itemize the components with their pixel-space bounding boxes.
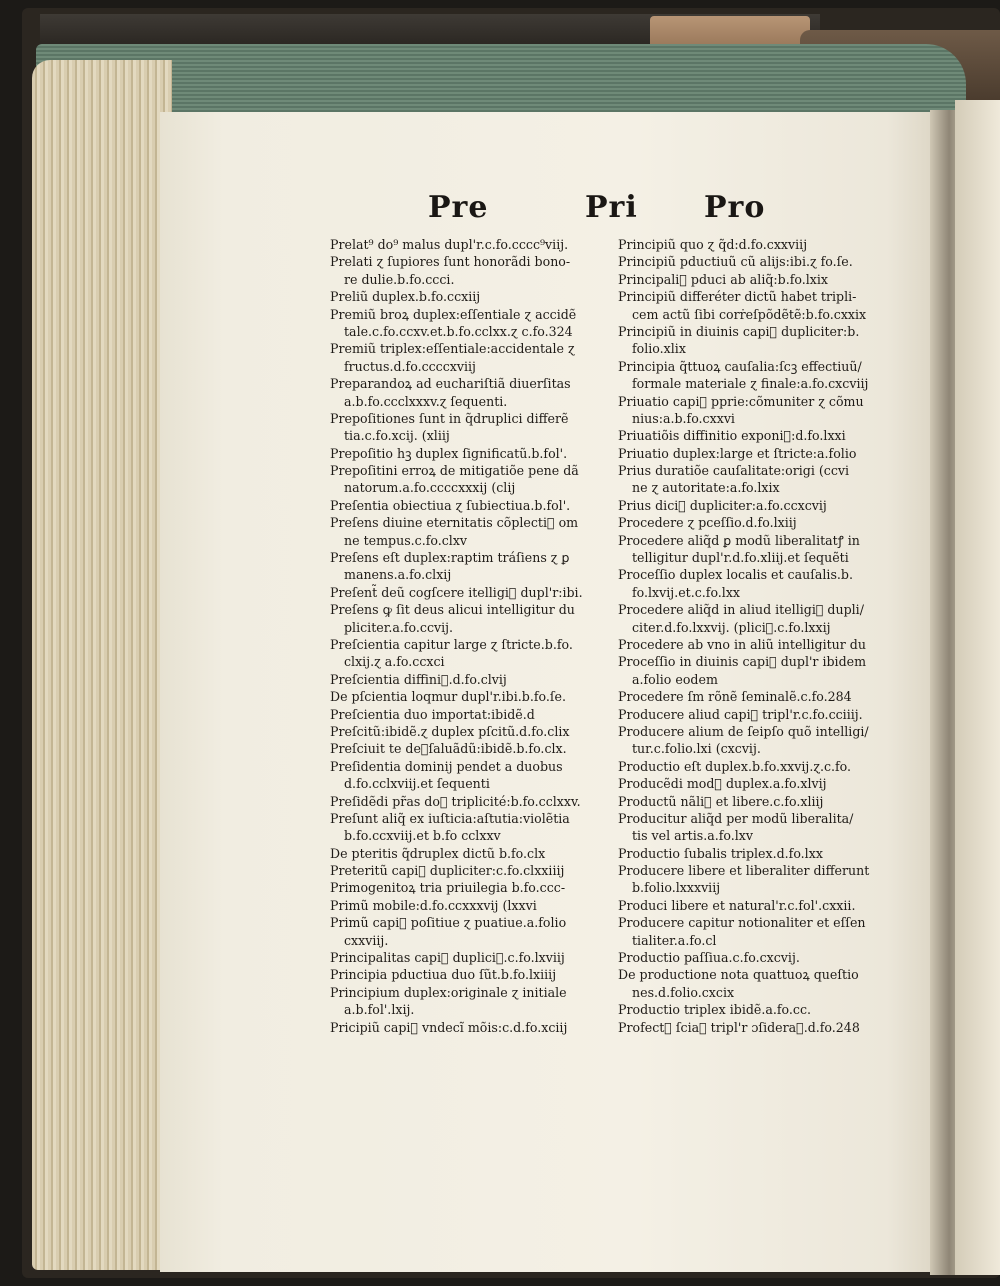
index-entry: Principium duplex:originale ɀ initiale	[330, 984, 567, 1000]
index-entry: tialiter.a.fo.cl	[632, 932, 717, 948]
index-entry: Productio ſubalis triplex.d.fo.lxx	[618, 845, 823, 861]
index-entry: tale.c.fo.ccxv.et.b.fo.cclxx.ɀ c.fo.324	[344, 323, 573, 339]
index-entry: re dulie.b.fo.ccci.	[344, 271, 455, 287]
index-entry: Profectᷓ ſciaꝝ tripl'r ɔſideraᷓ.d.fo.248	[618, 1019, 860, 1035]
index-entry: Proceſſio in diuinis capiᷓ dupl'r ibidem	[618, 654, 867, 670]
index-entry: Priuatiõis diffinitio exponiᷓ:d.fo.lxxi	[618, 428, 846, 444]
index-entry: Procedere aliq̃d in aliud itelligiᷓ dupli/	[618, 602, 864, 618]
index-entry: Preſent̃ deũ cogſcere itelligiᷓ dupl'r:ibi.	[330, 584, 583, 600]
index-entry: Procedere aliq̃d ꝑ modũ liberalitatꝭ in	[618, 532, 860, 548]
index-entry: Proceſſio duplex localis et cauſalis.b.	[618, 567, 853, 583]
index-entry: Prepoſitio hꝫ duplex ſignificatũ.b.fol'.	[330, 445, 568, 461]
index-entry: b.fo.ccxviij.et b.fo cclxxv	[344, 828, 501, 844]
index-entry: Productio eſt duplex.b.fo.xxvij.ɀ.c.fo.	[618, 758, 852, 774]
running-head-pri: Pri	[585, 190, 638, 225]
index-entry: Prius duratiõe cauſalitate:origi (ccvi	[618, 463, 850, 479]
index-entry: cxxviij.	[344, 932, 389, 948]
index-entry: nes.d.folio.cxcix	[632, 984, 735, 1000]
page-edges-top	[36, 44, 966, 116]
index-entry: tis vel artis.a.fo.lxv	[632, 828, 754, 844]
index-entry: Producere alium de ſeipſo quõ intelligi/	[618, 723, 869, 739]
running-head-pre: Pre	[428, 190, 489, 225]
index-entry: Principia pductiua duo ſũt.b.fo.lxiiij	[330, 967, 557, 983]
index-entry: nius:a.b.fo.cxxvi	[632, 410, 735, 426]
page-edges-left	[32, 60, 172, 1270]
index-entry: Preparandoꝝ ad euchariſtiã diuerſitas	[330, 376, 571, 392]
index-entry: Priuatio duplex:large et ſtricte:a.folio	[618, 445, 857, 461]
index-entry: De pteritis q̃druplex dictũ b.fo.clx	[330, 845, 546, 861]
index-entry: Prepoſitini erroꝝ de mitigatiõe pene dã	[330, 463, 579, 479]
index-entry: b.folio.lxxxviij	[632, 880, 721, 896]
index-entry: cem actũ ſibi corṙeſpõdẽtẽ:b.fo.cxxix	[632, 306, 867, 322]
index-entry: Principalitas capiᷓ dupliciᷓ.c.fo.lxviij	[330, 950, 565, 966]
index-entry: Producere aliud capiᷓ tripl'r.c.fo.cciiij.	[618, 706, 863, 722]
index-entry: d.fo.cclxviij.et ſequenti	[344, 776, 490, 792]
index-entry: ne tempus.c.fo.clxv	[344, 532, 468, 548]
index-entry: pliciter.a.fo.ccvij.	[344, 619, 454, 635]
index-entry: Procedere ab vno in aliũ intelligitur du	[618, 636, 866, 652]
index-entry: tia.c.fo.xcij. (xliij	[344, 428, 450, 444]
index-entry: manens.a.fo.clxij	[344, 567, 452, 583]
index-entry: ne ɀ autoritate:a.fo.lxix	[632, 480, 780, 496]
index-entry: formale materiale ɀ finale:a.fo.cxcviij	[632, 376, 869, 392]
index-entry: Principiũ pductiuũ cũ alijs:ibi.ɀ fo.ſe.	[618, 254, 853, 270]
index-entry: telligitur dupl'r.d.fo.xliij.et ſequẽti	[632, 550, 849, 566]
running-head-pro: Pro	[704, 190, 766, 225]
index-entry: clxij.ɀ a.fo.ccxci	[344, 654, 445, 670]
index-entry: Producitur aliq̃d per modũ liberalita/	[618, 810, 854, 826]
index-entry: Preſcientia duo importat:ibidẽ.d	[330, 706, 535, 722]
index-entry: Principiũ differéter dictũ habet tripli-	[618, 289, 857, 305]
index-entry: Produci libere et natural'r.c.fol'.cxxii.	[618, 897, 856, 913]
index-entry: Prius diciᷓ dupliciter:a.fo.ccxcvij	[618, 497, 827, 513]
index-entry: Preſidẽdi pr̃as doᷓ triplicité:b.fo.cclxxv.	[330, 793, 581, 809]
index-entry: a.b.fol'.lxij.	[344, 1002, 415, 1018]
index-entry: Preſentia obiectiua ɀ ſubiectiua.b.fol'.	[330, 497, 571, 513]
index-entry: Productũ nãliᷓ et libere.c.fo.xliij	[618, 793, 824, 809]
index-entry: Principia q̃ttuoꝝ cauſalia:ſcꝫ effectiuũ/	[618, 358, 862, 374]
index-entry: Principaliᷓ pduci ab aliq̃:b.fo.lxix	[618, 271, 829, 287]
index-entry: Preſunt aliq̃ ex iuſticia:aſtutia:violẽtia	[330, 810, 570, 826]
index-entry: De productione nota quattuoꝝ queſtio	[618, 967, 859, 983]
index-entry: Productio triplex ibidẽ.a.fo.cc.	[618, 1002, 812, 1018]
index-entry: Preſens diuine eternitatis cõplectiᷓ om	[330, 515, 579, 531]
index-entry: Preſens ꝙ ſit deus alicui intelligitur du	[330, 602, 575, 618]
index-entry: Preſidentia dominij pendet a duobus	[330, 758, 563, 774]
index-entry: Preſcitũ:ibidẽ.ɀ duplex pſcitũ.d.fo.clix	[330, 723, 570, 739]
index-entry: natorum.a.fo.ccccxxxij (clij	[344, 480, 516, 496]
index-entry: folio.xlix	[632, 341, 686, 357]
index-entry: Pricipiũ capiᷓ vndecĩ mõis:c.d.fo.xciij	[330, 1019, 568, 1035]
index-entry: Preliũ duplex.b.fo.ccxiij	[330, 289, 481, 305]
index-entry: Principiũ in diuinis capiᷓ dupliciter:b.	[618, 323, 860, 339]
index-entry: Preſcientia capitur large ɀ ſtricte.b.fo.	[330, 636, 573, 652]
index-entry: citer.d.fo.lxxvij. (pliciᷓ.c.fo.lxxij	[632, 619, 831, 635]
index-entry: Primogenitoꝝ tria priuilegia b.fo.ccc-	[330, 880, 566, 896]
index-entry: fructus.d.fo.ccccxviij	[344, 358, 476, 374]
index-entry: Prelat⁹ do⁹ malus dupl'r.c.fo.cccc⁹viij.	[330, 237, 569, 252]
index-entry: Primũ capiᷓ poſitiue ɀ puatiue.a.folio	[330, 915, 567, 931]
index-entry: Procedere ɀ pceſſio.d.fo.lxiij	[618, 515, 797, 531]
index-entry: Preſciuit te deᷓſaluãdũ:ibidẽ.b.fo.clx.	[330, 741, 567, 757]
index-entry: De pſcientia loqmur dupl'r.ibi.b.fo.ſe.	[330, 689, 566, 705]
right-page-edge	[955, 100, 1000, 1275]
index-entry: Premiũ broꝝ duplex:eſſentiale ɀ accidẽ	[330, 306, 577, 322]
index-entry: Priuatio capiᷓ pprie:cõmuniter ɀ cõmu	[618, 393, 864, 409]
index-entry: a.b.fo.ccclxxxv.ɀ ſequenti.	[344, 393, 508, 409]
index-entry: a.folio eodem	[632, 671, 718, 687]
right-index-column	[618, 236, 918, 1036]
index-entry: fo.lxvij.et.c.fo.lxx	[632, 584, 741, 600]
index-entry: Preſcientia diffiniᷓ.d.fo.clvij	[330, 671, 507, 687]
index-entry: Preſens eſt duplex:raptim tráſiens ɀ ꝑ	[330, 550, 570, 566]
index-entry: Prelati ɀ ſupiores ſunt honorãdi bono-	[330, 254, 571, 270]
index-entry: Premiũ triplex:eſſentiale:accidentale ɀ	[330, 341, 575, 357]
index-entry: tur.c.folio.lxi (cxcvij.	[632, 741, 761, 757]
index-entry: Producẽdi modᷓ duplex.a.fo.xlvij	[618, 776, 827, 792]
index-entry: Preteritũ capiᷓ dupliciter:c.fo.clxxiiij	[330, 863, 565, 879]
index-entry: Principiũ quo ɀ q̃d:d.fo.cxxviij	[618, 237, 808, 252]
index-entry: Primũ mobile:d.fo.ccxxxvij (lxxvi	[330, 897, 537, 913]
index-entry: Prepoſitiones ſunt in q̃druplici differẽ	[330, 410, 569, 426]
left-index-column	[330, 236, 620, 1036]
index-entry: Producere capitur notionaliter et eſſen	[618, 915, 866, 931]
index-entry: Procedere ſm rõnẽ ſeminalẽ.c.fo.284	[618, 689, 852, 705]
index-entry: Productio paſſiua.c.fo.cxcvij.	[618, 950, 800, 966]
index-entry: Producere libere et liberaliter differunt	[618, 863, 870, 879]
